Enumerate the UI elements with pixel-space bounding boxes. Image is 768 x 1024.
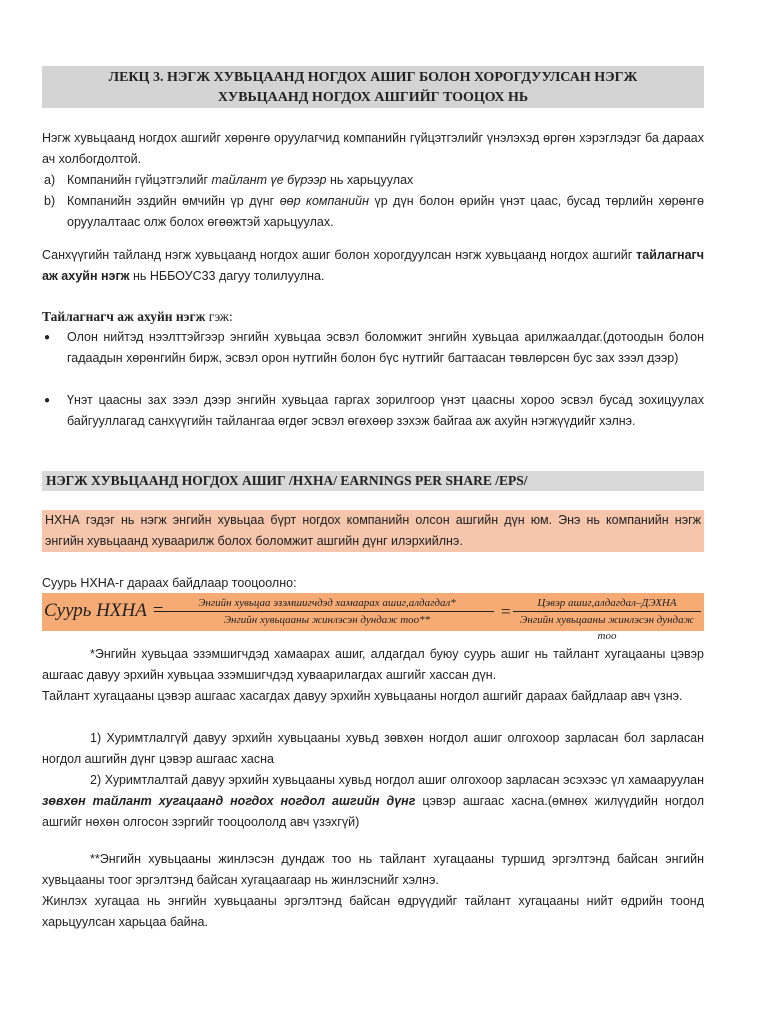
formula-fraction-1 [160,594,494,628]
item-marker-b: b) [44,194,56,208]
intro-paragraph: Нэгж хувьцаанд ногдох ашгийг хөрөнгө оруулагчид компанийн гүйцэтгэлийг үнэлэхэд өргөн хэрэглэдэг ба дараах ач холбогдолтой. [42,131,704,166]
note-2: **Энгийн хувьцааны жинлэсэн дундаж тоо нь тайлант хугацааны туршид эргэлтэнд байсан энгийн хувьцааны тоог эргэлтэнд байсан хугацаагаар нь жинлэснийг хэлнэ. [42,852,704,887]
intro-item-b [42,191,704,233]
formula-fraction-2 [513,594,701,644]
bullet-1-text: Олон нийтэд нээлттэйгээр энгийн хувьцаа эсвэл боломжит энгийн хувьцаа арилжаалдаг.(дотоодын болон гадаадын хөрөнгийн бирж, эсвэл орон нутгийн болон бүс нутгийг багтаасан төвлөрсөн бус зах зээл дээр) [67,330,704,365]
note-3: Жинлэх хугацаа нь энгийн хувьцааны эргэлтэнд байсан өдрүүдийг тайлант хугацааны нийт өдрийн тоонд харьцуулсан харьцаа байна. [42,894,704,929]
item-b-emphasis: өөр компанийн [279,194,369,208]
note-1b: Тайлант хугацааны цэвэр ашгаас хасагдах давуу эрхийн хувьцааны ногдол ашгийг дараах байдлаар авч үзнэ. [42,689,683,703]
formula-numerator-1: Энгийн хувьцаа эзэмшигчдэд хамаарах ашиг,алдагдал* [160,594,494,612]
dividend-item-1: 1) Хуримтлалгүй давуу эрхийн хувьцааны хувьд зөвхөн ногдол ашиг олгохоор зарласан бол зарласан ногдол ашгийн дүнг цэвэр ашгаас хасна [42,731,704,766]
note-1: *Энгийн хувьцаа эзэмшигчдэд хамаарах ашиг, алдагдал буюу суурь ашиг нь тайлант хугацааны цэвэр ашгаас давуу эрхийн хувьцаа эзэмшигчдэд хуваарилагдах ашгийг хассан дүн. [42,647,704,682]
standard-bold-term: тайлагнагч аж ахуйн нэгж [42,248,704,283]
item-2-emphasis: зөвхөн тайлант хугацаанд ногдох ногдол ашгийн дүнг [42,794,416,808]
item-a-text-end: нь харьцуулах [326,173,414,187]
intro-item-a [42,170,704,191]
basic-eps-intro: Суурь НХНА-г дараах байдлаар тооцоолно: [42,576,297,590]
formula-lhs: Суурь НХНА = [44,600,165,621]
item-2-text-end: цэвэр ашгаас хасна.(өмнөх жилүүдийн ногдол ашгийг нөхөн олгосон зэргийг тооцоололд авч үзэхгүй) [42,794,704,829]
formula-numerator-2: Цэвэр ашиг,алдагдал–ДЭХНА [513,594,701,612]
reporting-bullet-2 [42,390,704,432]
title-line-1: ЛЕКЦ 3. НЭГЖ ХУВЬЦААНД НОГДОХ АШИГ БОЛОН ХОРОГДУУЛСАН НЭГЖ [108,70,638,85]
reporting-heading-bold: Тайлагнагч аж ахуйн нэгж [42,309,206,324]
item-marker-a: a) [44,173,56,187]
eps-definition-box: НХНА гэдэг нь нэгж энгийн хувьцаа бүрт ногдох компанийн олсон ашгийн дүн юм. Энэ нь компанийн нэгж энгийн хувьцаанд хуваарилж болох боломжит ашгийн дүнг илэрхийлнэ. [42,510,704,552]
reporting-heading-rest: гэж: [205,309,233,324]
dividend-item-2 [42,770,704,833]
standard-text-end: нь НББОУС33 дагуу толилуулна. [129,269,325,283]
bullet-2-text: Үнэт цаасны зах зээл дээр энгийн хувьцаа гаргах зорилгоор үнэт цаасны хороо эсвэл бусад зохицуулах байгууллагад санхүүгийн тайлангаа өгдөг эсвэл өгөхөөр зэхэж байгаа аж ахуйн нэгжүүдийг хэлнэ. [67,393,704,428]
item-b-text-end: үр дүн болон өрийн үнэт цаас, бусад төрлийн хөрөнгө оруулалтаас олж болох өгөөжтэй харьцуулах. [67,194,704,229]
standard-paragraph [42,245,704,287]
formula-equals: = [501,602,511,621]
reporting-bullet-1 [42,327,704,369]
lecture-title [42,66,704,108]
title-line-2: ХУВЬЦААНД НОГДОХ АШГИЙГ ТООЦОХ НЬ [217,90,529,105]
reporting-heading [42,306,704,327]
bullet-icon: ● [44,395,51,406]
eps-section-heading: НЭГЖ ХУВЬЦААНД НОГДОХ АШИГ /НХНА/ EARNINGS PER SHARE /EPS/ [42,471,704,491]
item-a-emphasis: тайлант үе бүрээр [211,173,327,187]
formula-denominator-1: Энгийн хувьцааны жинлэсэн дундаж тоо** [223,614,431,626]
basic-eps-formula [42,593,704,642]
standard-text: Санхүүгийн тайланд нэгж хувьцаанд ногдох ашиг болон хорогдуулсан нэгж хувьцаанд ногдох ашгийг [42,248,637,262]
item-a-text: Компанийн гүйцэтгэлийг [67,173,212,187]
formula-denominator-2: Энгийн хувьцааны жинлэсэн дундаж тоо [520,614,694,642]
item-2-text: 2) Хуримтлалтай давуу эрхийн хувьцааны хувьд ногдол ашиг олгохоор зарласан эсэхээс үл хамааруулан [90,773,704,787]
item-b-text: Компанийн эздийн өмчийн үр дүнг [67,194,280,208]
bullet-icon: ● [44,332,51,343]
